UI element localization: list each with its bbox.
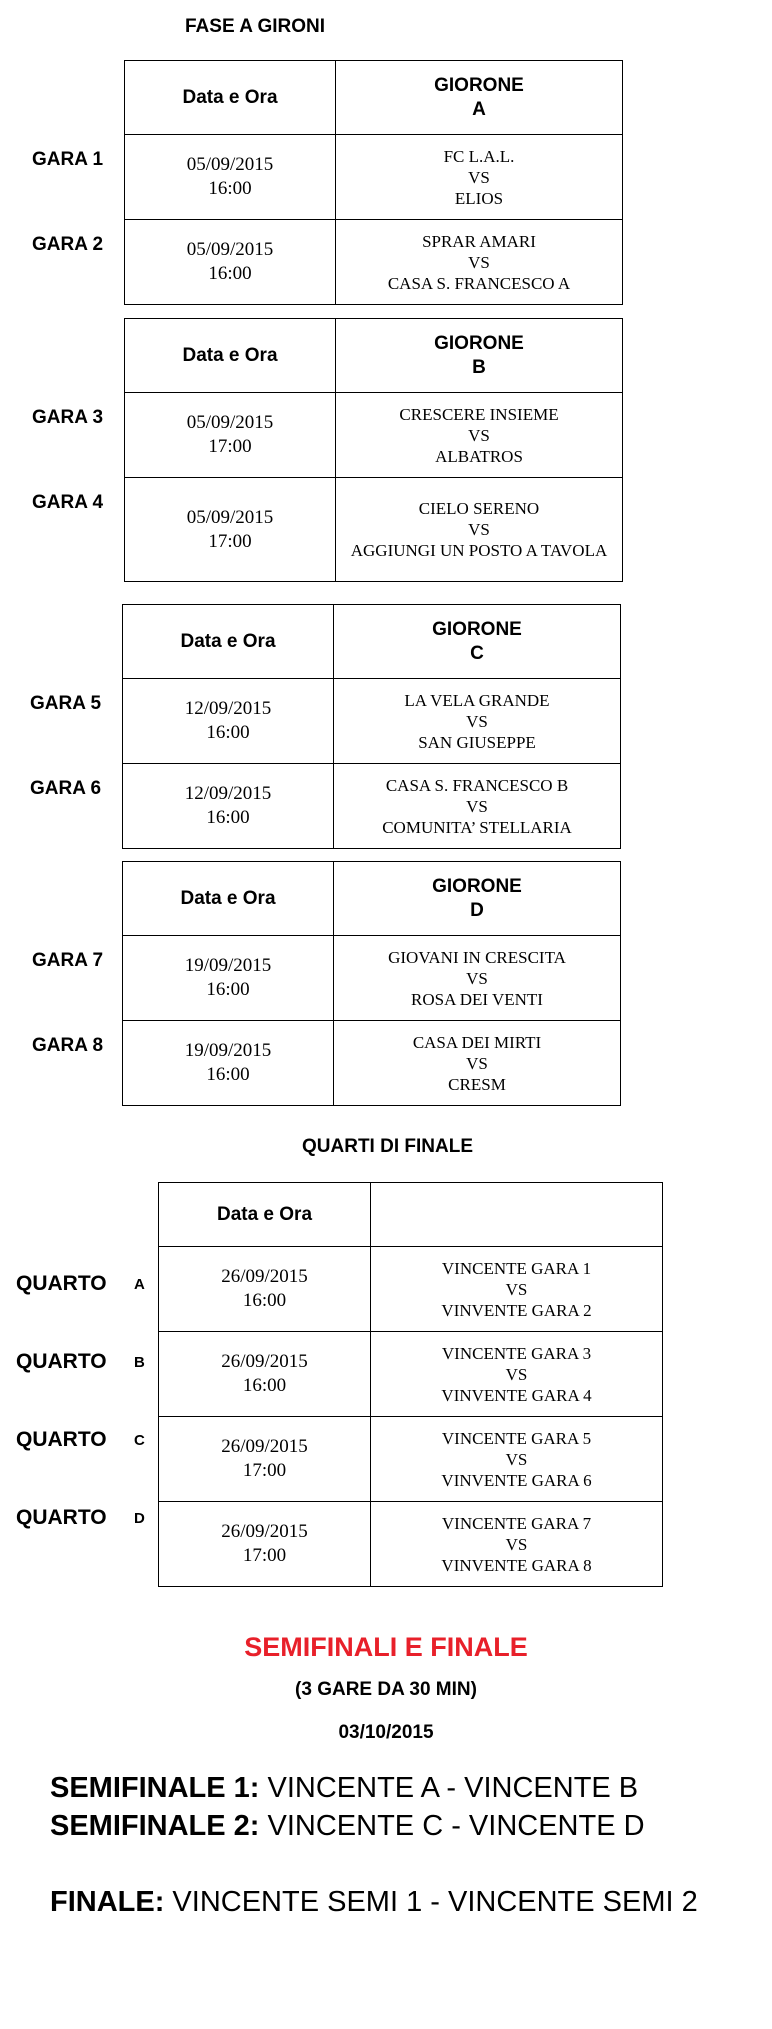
match-datetime: 26/09/2015 16:00 [159, 1247, 371, 1332]
girone-header: GIORONE D [334, 862, 621, 936]
match-datetime: 05/09/2015 16:00 [125, 220, 336, 305]
finale-line: FINALE: VINCENTE SEMI 1 - VINCENTE SEMI 2 [50, 1886, 698, 1918]
match-datetime: 26/09/2015 17:00 [159, 1502, 371, 1587]
quarto-label: QUARTO [16, 1272, 107, 1295]
match-teams: CASA DEI MIRTI VS CRESM [334, 1021, 621, 1106]
match-teams: CRESCERE INSIEME VS ALBATROS [336, 393, 623, 478]
gara-label: GARA 4 [32, 492, 104, 513]
match-datetime: 26/09/2015 17:00 [159, 1417, 371, 1502]
gara-label: GARA 6 [30, 778, 102, 799]
quarto-letter: C [134, 1432, 145, 1449]
quarto-label: QUARTO [16, 1350, 107, 1373]
semifinale-1-line: SEMIFINALE 1: VINCENTE A - VINCENTE B [50, 1772, 639, 1804]
match-datetime: 12/09/2015 16:00 [123, 679, 334, 764]
match-datetime: 26/09/2015 16:00 [159, 1332, 371, 1417]
date-header: Data e Ora [125, 61, 336, 135]
semifinali-title: SEMIFINALI E FINALE [244, 1632, 528, 1662]
girone-c-table [122, 604, 621, 849]
semifinali-date: 03/10/2015 [338, 1722, 434, 1743]
quarti-table [158, 1182, 663, 1587]
page-title: FASE A GIRONI [185, 16, 326, 37]
girone-d-table [122, 861, 621, 1106]
gara-label: GARA 2 [32, 234, 104, 255]
gara-label: GARA 7 [32, 950, 104, 971]
gara-label: GARA 5 [30, 693, 102, 714]
match-teams: GIOVANI IN CRESCITA VS ROSA DEI VENTI [334, 936, 621, 1021]
match-teams: FC L.A.L. VS ELIOS [336, 135, 623, 220]
match-datetime: 12/09/2015 16:00 [123, 764, 334, 849]
semifinale-2-line: SEMIFINALE 2: VINCENTE C - VINCENTE D [50, 1810, 645, 1842]
quarto-letter: A [134, 1276, 145, 1293]
match-teams: LA VELA GRANDE VS SAN GIUSEPPE [334, 679, 621, 764]
match-teams: VINCENTE GARA 3 VS VINVENTE GARA 4 [371, 1332, 663, 1417]
match-datetime: 19/09/2015 16:00 [123, 1021, 334, 1106]
date-header: Data e Ora [159, 1183, 371, 1247]
gara-label: GARA 3 [32, 407, 104, 428]
quarto-label: QUARTO [16, 1428, 107, 1451]
girone-a-table [124, 60, 623, 305]
match-datetime: 05/09/2015 16:00 [125, 135, 336, 220]
girone-header: GIORONE C [334, 605, 621, 679]
match-teams: SPRAR AMARI VS CASA S. FRANCESCO A [336, 220, 623, 305]
match-datetime: 19/09/2015 16:00 [123, 936, 334, 1021]
match-datetime: 05/09/2015 17:00 [125, 393, 336, 478]
match-teams: VINCENTE GARA 7 VS VINVENTE GARA 8 [371, 1502, 663, 1587]
date-header: Data e Ora [123, 605, 334, 679]
match-datetime: 05/09/2015 17:00 [125, 478, 336, 582]
quarto-label: QUARTO [16, 1506, 107, 1529]
match-teams: CASA S. FRANCESCO B VS COMUNITA’ STELLARIA [334, 764, 621, 849]
quarti-title: QUARTI DI FINALE [302, 1136, 473, 1157]
date-header: Data e Ora [123, 862, 334, 936]
girone-header: GIORONE B [336, 319, 623, 393]
gara-label: GARA 8 [32, 1035, 104, 1056]
gara-label: GARA 1 [32, 149, 104, 170]
date-header: Data e Ora [125, 319, 336, 393]
girone-b-table [124, 318, 623, 582]
empty-header [371, 1183, 663, 1247]
quarto-letter: B [134, 1354, 145, 1371]
girone-header: GIORONE A [336, 61, 623, 135]
match-teams: VINCENTE GARA 5 VS VINVENTE GARA 6 [371, 1417, 663, 1502]
semifinali-subtitle: (3 GARE DA 30 MIN) [295, 1679, 477, 1700]
quarto-letter: D [134, 1510, 145, 1527]
match-teams: VINCENTE GARA 1 VS VINVENTE GARA 2 [371, 1247, 663, 1332]
match-teams: CIELO SERENO VS AGGIUNGI UN POSTO A TAVOLA [336, 478, 623, 582]
